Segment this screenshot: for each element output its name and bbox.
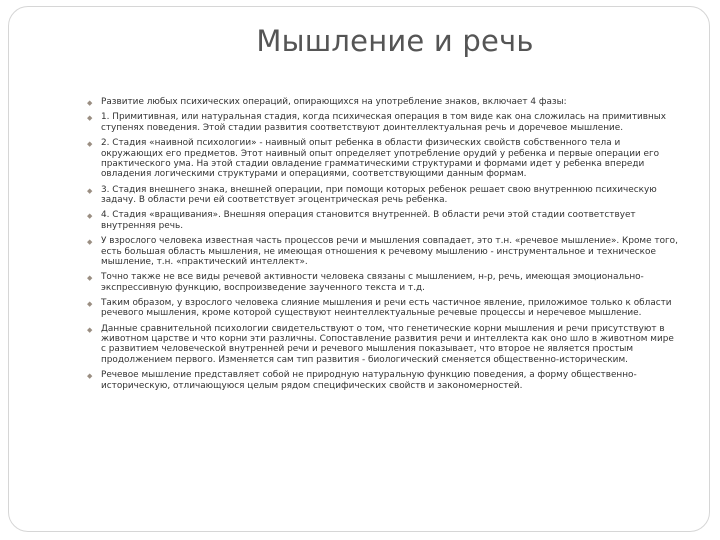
list-item-text: Развитие любых психических операций, опирающихся на употребление знаков, включает 4 фазы: <box>101 97 567 107</box>
bullet-list <box>9 97 709 396</box>
slide <box>8 6 710 532</box>
list-item-text: 3. Стадия внешнего знака, внешней операции, при помощи которых ребенок решает свою внутреннюю психическую задачу. В области речи ей соответствует эгоцентрическая речь ребенка. <box>101 184 657 205</box>
list-item <box>9 324 709 365</box>
diamond-bullet-icon: ◆ <box>87 212 93 221</box>
list-item-text: 4. Стадия «вращивания». Внешняя операция становится внутренней. В области речи этой стадии соответствует внутренняя речь. <box>101 210 636 231</box>
list-item-text: Таким образом, у взрослого человека слияние мышления и речи есть частичное явление, приложимое только к области речевого мышления, кроме которой существуют неинтеллектуальные речевые процессы и неречевое мышление. <box>101 298 672 319</box>
list-item <box>9 370 709 391</box>
list-item <box>9 185 709 206</box>
list-item-text: Речевое мышление представляет собой не природную натуральную функцию поведения, а форму общественно-историческую, отличающуюся целым рядом специфических свойств и закономерностей. <box>101 370 637 391</box>
diamond-bullet-icon: ◆ <box>87 114 93 123</box>
diamond-bullet-icon: ◆ <box>87 325 93 334</box>
diamond-bullet-icon: ◆ <box>87 372 93 381</box>
list-item <box>9 97 709 107</box>
list-item-text: 1. Примитивная, или натуральная стадия, когда психическая операция в том виде как она сложилась на примитивных ступенях поведения. Этой стадии развития соответствуют доинтеллектуальная речь и доречевое мышление. <box>101 112 667 133</box>
list-item-text: У взрослого человека известная часть процессов речи и мышления совпадает, это т.н. «речевое мышление». Кроме того, есть большая область мышления, не имеющая отношения к речевому мышлению - инструментальное и техническое мышление, т.н. «практический интеллект». <box>101 236 678 267</box>
list-item-text: Данные сравнительной психологии свидетельствуют о том, что генетические корни мышления и речи присутствуют в животном царстве и что корни эти различны. Сопоставление развития речи и интеллекта как оно шло в животном мире с развитием человеческой внутренней речи и речевого мышления показывает, что второе не является простым продолжением первого. Изменяется сам тип развития - биологический сменяется общественно-историческим. <box>101 323 674 365</box>
diamond-bullet-icon: ◆ <box>87 186 93 195</box>
list-item-text: 2. Стадия «наивной психологии» - наивный опыт ребенка в области физических свойств собственного тела и окружающих его предметов. Этот наивный опыт определяет употребление орудий у ребенка и первые операции его практического ума. На этой стадии овладение грамматическими структурами и формами идет у ребенка впереди овладения логическими структурами и операциями, соответствующими данным формам. <box>101 138 660 180</box>
list-item <box>9 112 709 133</box>
list-item <box>9 298 709 319</box>
diamond-bullet-icon: ◆ <box>87 140 93 149</box>
diamond-bullet-icon: ◆ <box>87 99 93 107</box>
slide-title: Мышление и речь <box>256 24 534 58</box>
diamond-bullet-icon: ◆ <box>87 238 93 247</box>
diamond-bullet-icon: ◆ <box>87 300 93 309</box>
list-item <box>9 236 709 267</box>
list-item <box>9 138 709 179</box>
list-item <box>9 272 709 293</box>
diamond-bullet-icon: ◆ <box>87 274 93 283</box>
list-item-text: Точно также не все виды речевой активности человека связаны с мышлением, н-р, речь, имеющая эмоционально-экспрессивную функцию, воспроизведение заученного текста и т.д. <box>101 272 644 293</box>
list-item <box>9 210 709 231</box>
